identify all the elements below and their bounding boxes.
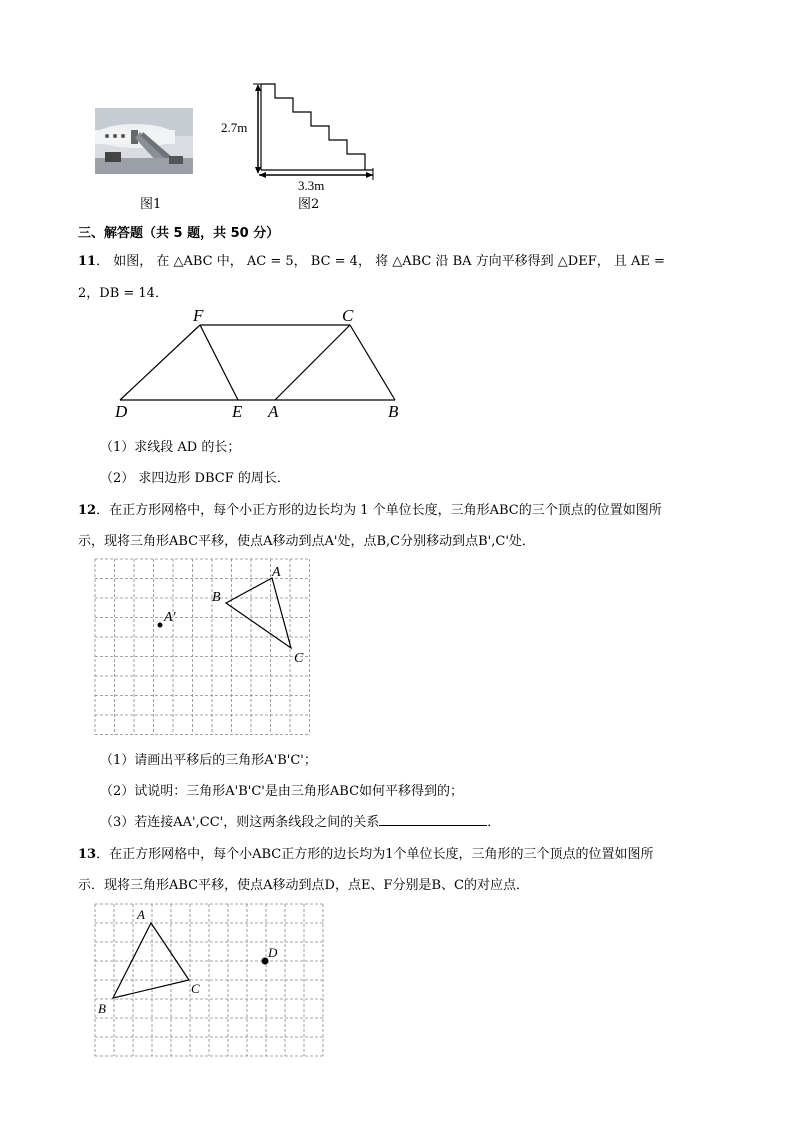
segment-AC [275,325,350,400]
q12-part2: （2）试说明：三角形A'B'C'是由三角形ABC如何平移得到的； [100,784,464,799]
point-A-prime [158,623,163,628]
arrow-right-icon [366,172,373,178]
arrow-left-icon [259,172,266,178]
segment-FE [200,325,238,400]
label-C: C [294,651,304,666]
q12-part1: （1）请画出平移后的三角形A'B'C'； [100,753,317,768]
q12-part3 [100,811,500,830]
label-F: F [193,306,204,325]
label-B: B [212,590,221,605]
figure-2-staircase [215,80,385,195]
height-label: 2.7m [221,120,248,135]
q13-grid-figure [94,903,326,1063]
q11-stem-line1 [78,250,665,269]
q13-stem-line2: 示．现将三角形ABC平移，使点A移动到点D，点E、F分别是B、C的对应点． [78,878,529,893]
q13-stem-line1 [78,843,654,862]
q12-part3-end: ． [487,815,501,830]
label-C: C [342,306,354,325]
segment-DF [120,325,200,400]
label-B: B [98,1001,106,1016]
answer-blank[interactable] [379,813,487,826]
figure-1-caption: 图1 [140,197,162,212]
q13-number: 13 [78,847,97,862]
label-A-prime: A′ [164,610,176,625]
figure-2-caption: 图2 [298,197,320,212]
q12-stem-text-1: ．在正方形网格中，每个小正方形的边长均为 1 个单位长度，三角形ABC的三个顶点的位置如图所 [96,503,662,518]
label-A: A [272,565,281,580]
label-E: E [232,402,243,421]
label-B: B [388,402,399,421]
width-label: 3.3m [298,178,325,193]
dashed-grid [95,904,323,1056]
q12-part3-text: （3）若连接AA',CC'，则这两条线段之间的关系 [100,815,380,830]
q11-stem-text-1: ． 如图， 在 △ABC 中， AC = 5， BC = 4， 将 △ABC 沿 BA 方向平移得到 △DEF， 且 AE = [96,254,665,269]
q12-stem-line1 [78,499,662,518]
figure-1-photo [95,108,193,174]
airplane-stairs-image [95,108,193,174]
triangle-ABC [226,578,291,648]
segment-CB [350,325,395,400]
arrow-down-icon [255,167,261,174]
label-A: A [137,907,145,922]
q11-part1: （1）求线段 AD 的长； [100,440,241,455]
q13-stem-text-1: ．在正方形网格中，每个小ABC正方形的边长均为1个单位长度，三角形的三个顶点的位置如图所 [96,847,654,862]
label-D: D [115,402,128,421]
section-title: 三、解答题（共 5 题，共 50 分） [78,226,280,241]
arrow-up-icon [255,84,261,91]
triangle-ABC [113,923,189,998]
label-C: C [191,981,200,996]
stair-steps [261,84,365,170]
q11-figure [105,305,415,423]
dashed-grid [95,559,310,735]
q11-number: 11 [78,254,97,269]
q12-number: 12 [78,503,97,518]
q12-stem-line2: 示，现将三角形ABC平移，使点A移动到点A'处，点B,C分别移动到点B',C'处． [78,534,535,549]
q11-stem-line2: 2，DB = 14． [78,286,168,301]
q12-grid-figure [94,558,316,736]
label-A: A [268,402,279,421]
q11-part2: （2） 求四边形 DBCF 的周长． [100,471,290,486]
label-D: D [268,945,278,960]
